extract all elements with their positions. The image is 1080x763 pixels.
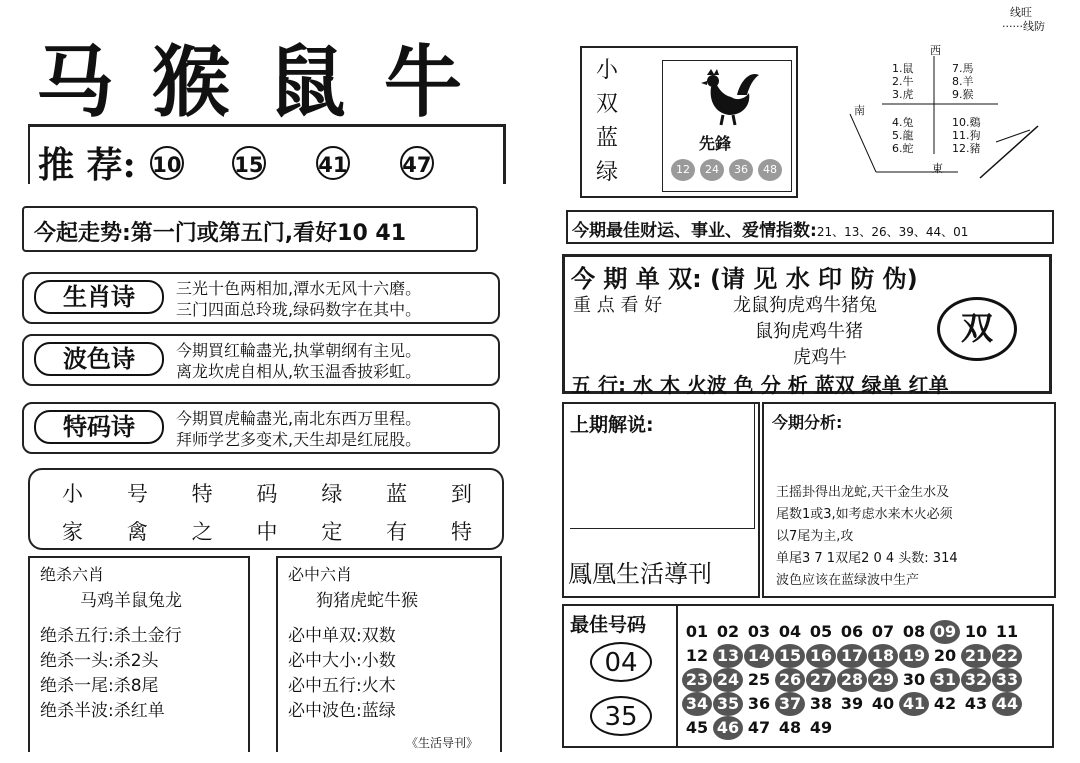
number-cell: 19	[899, 644, 929, 668]
number-cell: 07	[871, 622, 895, 641]
poem-label: 波色诗	[34, 342, 164, 376]
poem-zodiac	[22, 272, 500, 324]
number-cell: 12	[685, 646, 709, 665]
number-cell: 36	[747, 694, 771, 713]
last-logo: 鳳凰生活導刊	[568, 560, 712, 588]
title-char: 鼠	[268, 37, 347, 128]
number-cell: 44	[992, 692, 1022, 716]
recommend-row	[38, 137, 434, 188]
number-cell: 29	[868, 668, 898, 692]
number-cell: 05	[809, 622, 833, 641]
number-cell: 33	[992, 668, 1022, 692]
number-cell: 06	[840, 622, 864, 641]
number-cell: 31	[930, 668, 960, 692]
number-cell: 46	[713, 716, 743, 740]
number-cell: 14	[744, 644, 774, 668]
kill-lines: 绝杀五行:杀土金行 绝杀一头:杀2头 绝杀一尾:杀8尾 绝杀半波:杀红单	[40, 626, 182, 721]
pioneer-label: 先鋒	[699, 134, 732, 153]
compass-west: 南	[854, 104, 865, 117]
kill-box	[28, 556, 250, 752]
number-cell: 30	[902, 670, 926, 689]
kill-title: 绝杀六肖	[40, 565, 105, 584]
number-cell: 41	[899, 692, 929, 716]
corner-note	[1002, 6, 1045, 34]
last-inner	[570, 404, 755, 529]
compass	[848, 42, 1048, 192]
poem-special	[22, 402, 500, 454]
sd-badge: 双	[937, 297, 1017, 361]
poem-color	[22, 334, 500, 386]
trend-text: 今起走势:第一门或第五门,看好10 41	[34, 221, 407, 246]
number-cell: 43	[964, 694, 988, 713]
must-zodiacs: 狗猪虎蛇牛猴	[316, 591, 418, 611]
number-cell: 03	[747, 622, 771, 641]
number-cell: 01	[685, 622, 709, 641]
must-title: 必中六肖	[288, 565, 353, 584]
riddle-row: 家 禽 之 中 定 有 特	[62, 520, 472, 544]
best-left	[564, 606, 678, 746]
number-cell: 35	[713, 692, 743, 716]
number-cell: 26	[775, 668, 805, 692]
number-cell: 40	[871, 694, 895, 713]
compass-lines	[848, 42, 1048, 192]
compass-left-top: 1.鼠 2.牛 3.虎	[892, 62, 914, 101]
poem-text: 三光十色两相加,潭水无风十六磨。 三门四面总玲珑,绿码数字在其中。	[176, 279, 422, 319]
number-cell: 17	[837, 644, 867, 668]
fortune-label: 今期最佳财运、事业、爱情指数:	[572, 221, 817, 241]
number-cell: 20	[933, 646, 957, 665]
number-cell: 42	[933, 694, 957, 713]
title-char: 牛	[384, 37, 463, 128]
number-cell: 09	[930, 620, 960, 644]
sd-line2: 鼠狗虎鸡牛猪	[755, 321, 863, 342]
recommend-box	[28, 124, 506, 184]
number-cell: 23	[682, 668, 712, 692]
analysis-lines: 王摇卦得出龙蛇,天干金生水及 尾数1或3,如考虑水来木火必须 以7尾为主,攻 单尾3 7 1双尾2 0 4 头数: 314 波色应该在蓝绿波中生产	[776, 485, 958, 588]
poem-label: 特码诗	[34, 410, 164, 444]
riddle-row: 小 号 特 码 绿 蓝 到	[62, 482, 472, 506]
number-cell: 18	[868, 644, 898, 668]
number-cell: 15	[775, 644, 805, 668]
title-char: 马	[36, 37, 115, 128]
number-cell: 16	[806, 644, 836, 668]
number-cell: 10	[964, 622, 988, 641]
number-cell: 08	[902, 622, 926, 641]
must-box	[276, 556, 502, 752]
riddle-box	[28, 468, 504, 550]
fortune-values: 21、13、26、39、44、01	[816, 225, 969, 239]
number-cell: 24	[713, 668, 743, 692]
compass-south: 東	[932, 162, 943, 175]
number-cell: 25	[747, 670, 771, 689]
recommend-number: 15	[232, 146, 266, 180]
poem-text: 今期買虎輪盡光,南北东西万里程。 拜师学艺多变术,天生却是红屁股。	[176, 409, 422, 449]
kill-zodiacs: 马鸡羊鼠兔龙	[80, 591, 182, 611]
number-cell: 22	[992, 644, 1022, 668]
recommend-number: 10	[150, 146, 184, 180]
sd-five: 五 行: 水 木 火波 色 分 析 蓝双 绿单 红单	[571, 373, 949, 397]
last-period-box	[562, 402, 760, 598]
last-title: 上期解说:	[570, 414, 654, 436]
number-cell: 11	[995, 622, 1019, 641]
compass-right-bottom: 10.鷄 11.狗 12.豬	[952, 116, 981, 155]
pioneer-side: 小 双 蓝 绿	[596, 58, 619, 185]
must-footer: 《生活导刊》	[406, 736, 479, 750]
sd-title: 今 期 单 双: (请 见 水 印 防 伪)	[571, 265, 918, 293]
number-cell: 02	[716, 622, 740, 641]
page-title	[36, 20, 500, 132]
number-cell: 38	[809, 694, 833, 713]
number-cell: 48	[778, 718, 802, 737]
must-lines: 必中单双:双数 必中大小:小数 必中五行:火木 必中波色:蓝绿	[288, 626, 396, 721]
corner-line1: 线旺	[1010, 6, 1032, 19]
analysis-title: 今期分析:	[772, 413, 843, 432]
number-cell: 37	[775, 692, 805, 716]
number-cell: 32	[961, 668, 991, 692]
best-box	[562, 604, 1054, 748]
sd-line3: 虎鸡牛	[793, 347, 847, 368]
compass-left-bottom: 4.兔 5.龍 6.蛇	[892, 116, 914, 155]
number-cell: 21	[961, 644, 991, 668]
pioneer-box	[580, 46, 798, 198]
corner-line2: ······线防	[1002, 20, 1045, 33]
sd-focus-label: 重 点 看 好	[573, 295, 663, 316]
number-cell: 45	[685, 718, 709, 737]
number-cell: 28	[837, 668, 867, 692]
poem-label: 生肖诗	[34, 280, 164, 314]
single-double-box	[562, 254, 1052, 397]
number-cell: 47	[747, 718, 771, 737]
compass-right-top: 7.馬 8.羊 9.猴	[952, 62, 974, 101]
pioneer-inner	[662, 60, 792, 192]
number-cell: 13	[713, 644, 743, 668]
number-cell: 39	[840, 694, 864, 713]
best-label: 最佳号码	[570, 614, 647, 636]
number-cell: 49	[809, 718, 833, 737]
recommend-number: 41	[316, 146, 350, 180]
best-pick: 04	[590, 642, 652, 682]
trend-box	[22, 206, 478, 252]
pioneer-numbers: 12 24 36 48	[671, 159, 787, 181]
sd-line1: 龙鼠狗虎鸡牛猪兔	[733, 295, 877, 316]
compass-north: 西	[930, 44, 941, 57]
analysis-box	[762, 402, 1056, 598]
number-cell: 27	[806, 668, 836, 692]
fortune-box	[566, 210, 1054, 244]
title-char: 猴	[152, 37, 231, 128]
number-cell: 04	[778, 622, 802, 641]
number-cell: 34	[682, 692, 712, 716]
fortune-row	[572, 216, 968, 241]
poem-text: 今期買红輪盡光,执掌朝纲有主见。 离龙坎虎自相从,软玉温香披彩虹。	[176, 341, 422, 381]
recommend-number: 47	[400, 146, 434, 180]
rooster-icon	[693, 65, 763, 129]
best-pick: 35	[590, 696, 652, 736]
number-grid	[682, 620, 1052, 744]
recommend-label: 推 荐:	[38, 144, 136, 186]
